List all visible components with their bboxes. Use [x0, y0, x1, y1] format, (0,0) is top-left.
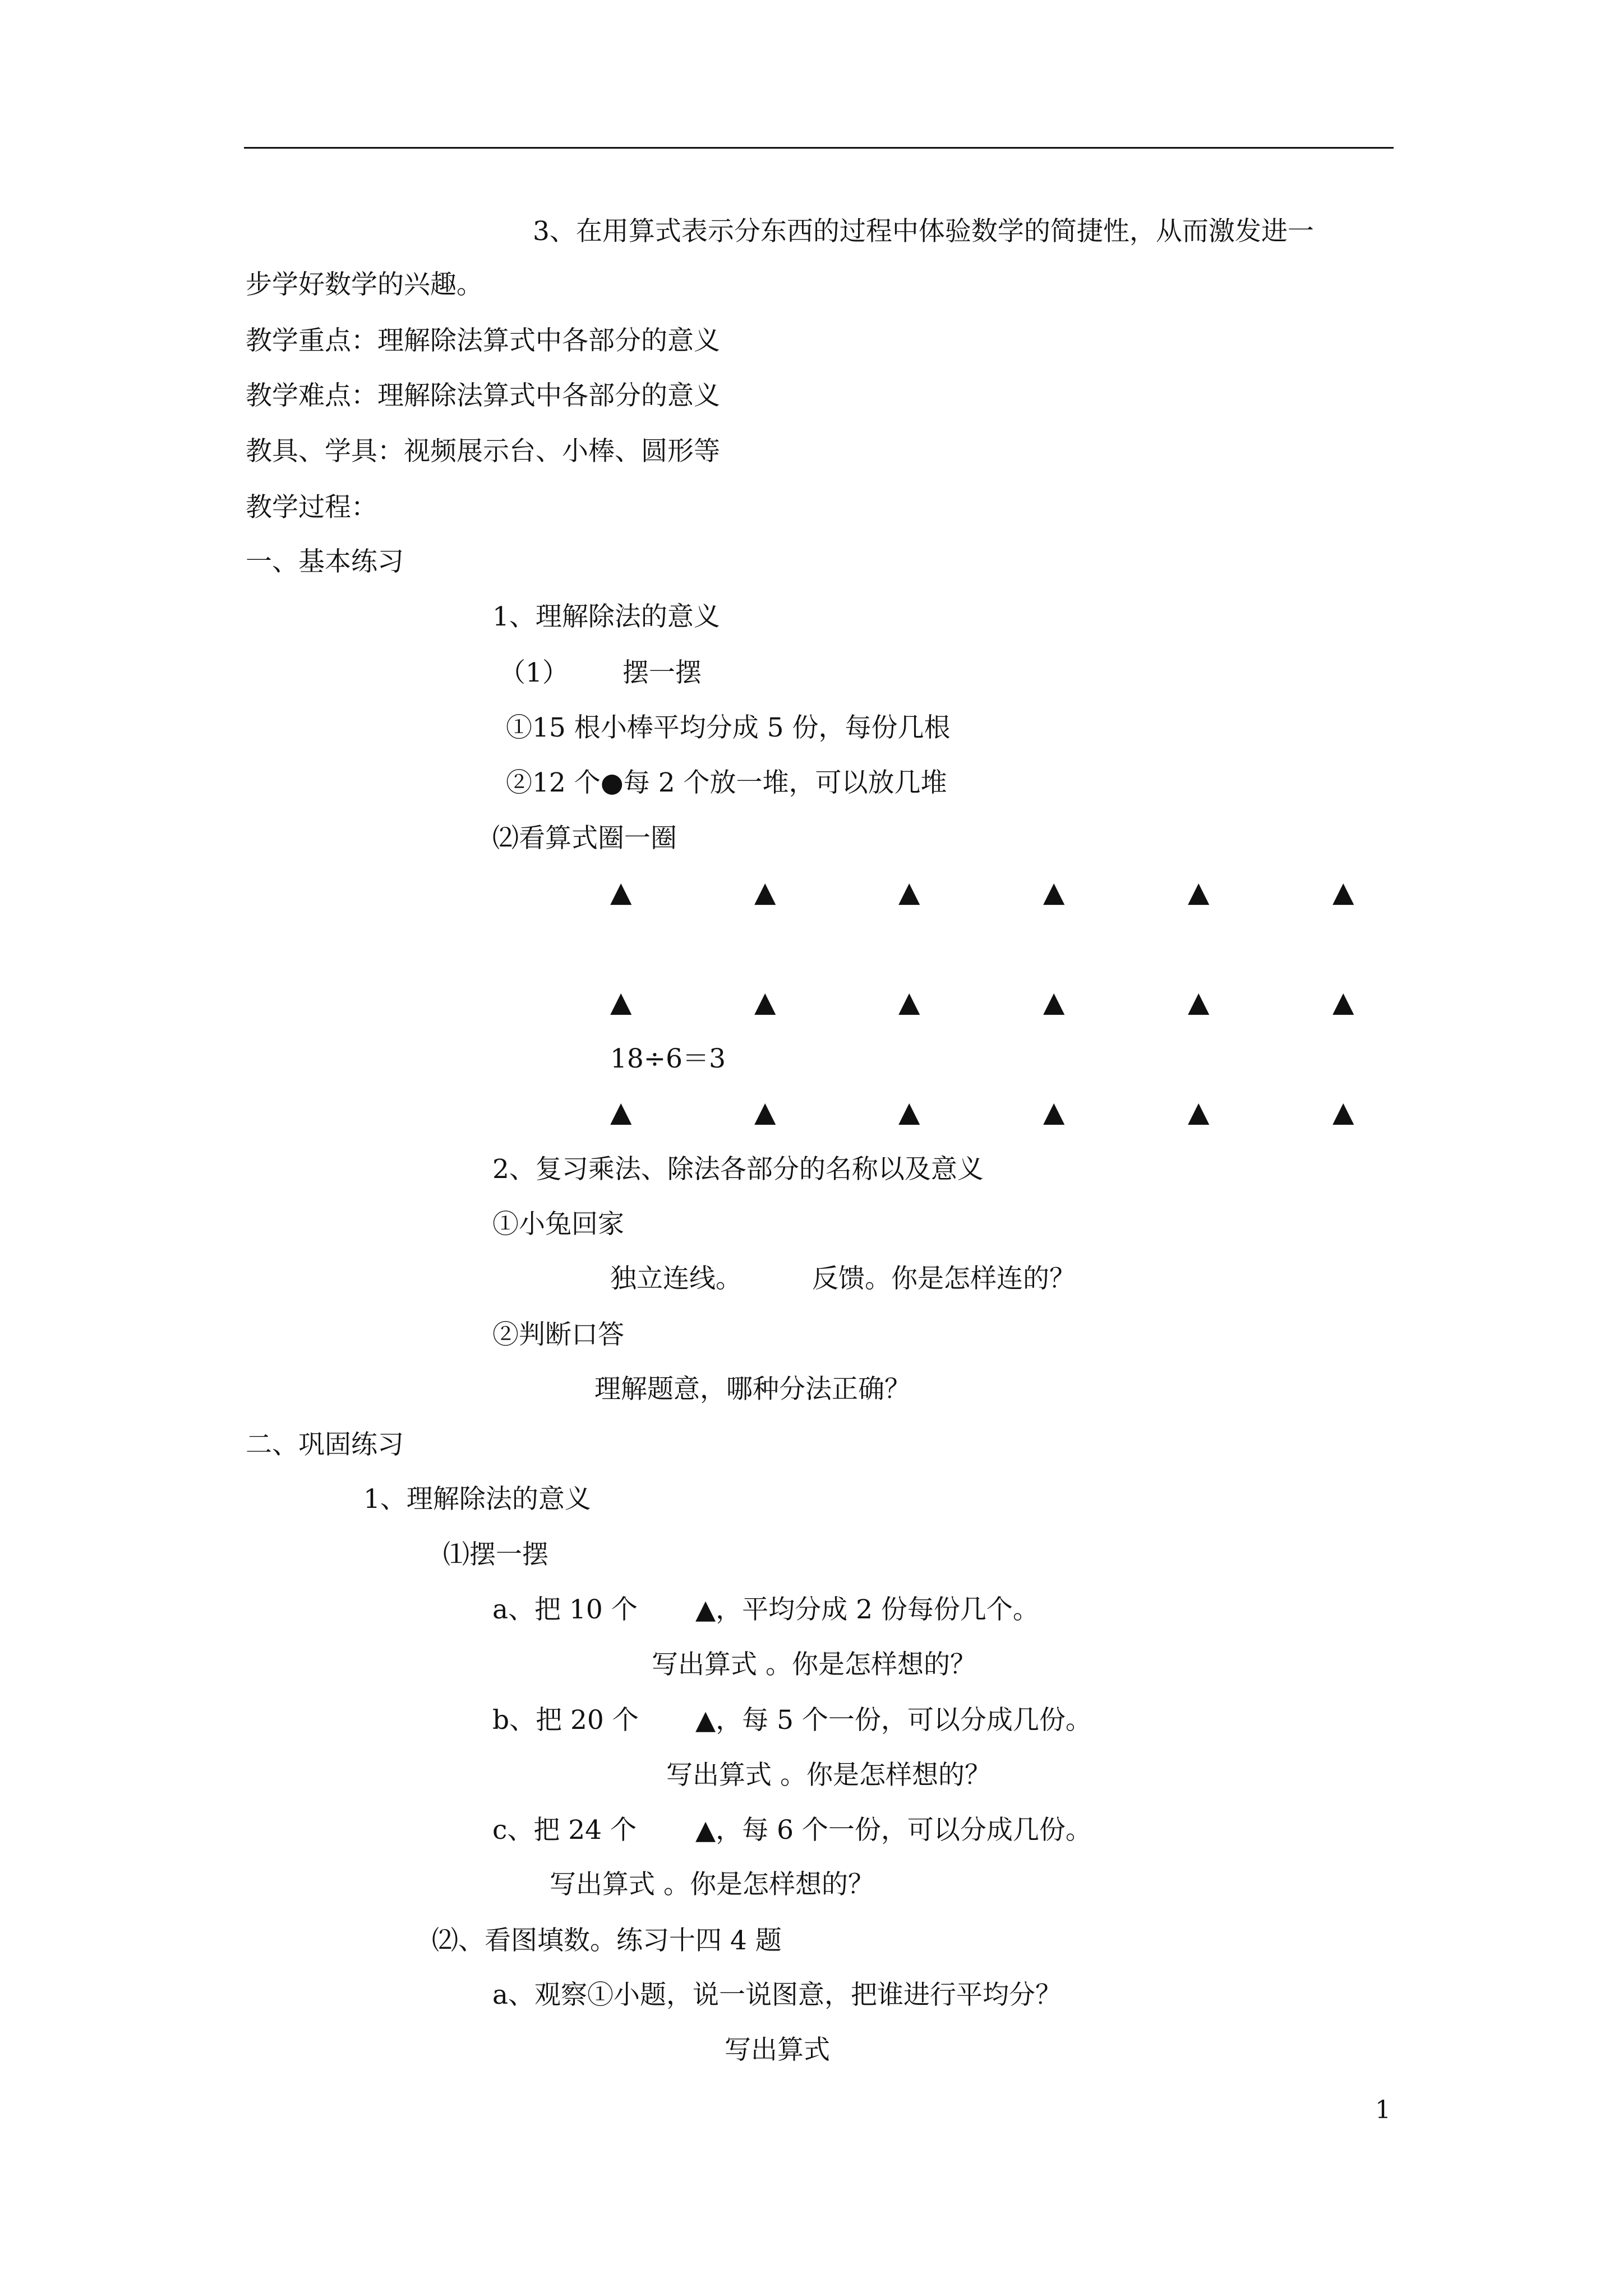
- feedback-question: 反馈。你是怎样连的？: [812, 1263, 1076, 1294]
- judge-answer: ②判断口答: [492, 1319, 624, 1350]
- triangle-mark: ▲: [1188, 876, 1210, 908]
- subitem-1-title: 摆一摆: [623, 657, 702, 688]
- teaching-process: 教学过程：: [246, 492, 377, 523]
- triangle-mark: ▲: [1188, 986, 1210, 1018]
- triangle-mark: ▲: [754, 986, 776, 1018]
- triangle-mark: ▲: [1188, 1096, 1210, 1128]
- rabbit-home: ①小兔回家: [492, 1209, 624, 1240]
- task-sticks: ①15 根小棒平均分成 5 份，每份几根: [506, 712, 951, 743]
- task-c-text: ▲，每 6 个一份，可以分成几份。: [695, 1815, 1092, 1846]
- triangle-mark: ▲: [898, 1096, 920, 1128]
- task-c-write: 写出算式 。你是怎样想的？: [550, 1869, 874, 1900]
- triangle-mark: ▲: [898, 986, 920, 1018]
- triangle-mark: ▲: [898, 876, 920, 908]
- header-rule: [244, 147, 1394, 149]
- consolidation-sub-1: ⑴摆一摆: [443, 1539, 548, 1570]
- task-a-write: 写出算式 。你是怎样想的？: [652, 1649, 976, 1680]
- subitem-1-label: （1）: [499, 657, 569, 688]
- triangle-mark: ▲: [1043, 986, 1065, 1018]
- item-1-heading: 1、理解除法的意义: [492, 601, 720, 632]
- task-b-write: 写出算式 。你是怎样想的？: [666, 1760, 991, 1791]
- triangle-mark: ▲: [610, 1096, 632, 1128]
- section-1-heading: 一、基本练习: [246, 546, 404, 577]
- write-equation: 写出算式: [725, 2035, 830, 2065]
- triangle-mark: ▲: [1332, 876, 1354, 908]
- task-b-label: b、把 20 个: [492, 1705, 639, 1736]
- task-dots: ②12 个●每 2 个放一堆，可以放几堆: [506, 767, 947, 798]
- task-c-label: c、把 24 个: [492, 1815, 637, 1846]
- objective-3-line1: 3、在用算式表示分东西的过程中体验数学的简捷性，从而激发进一: [533, 216, 1314, 247]
- division-equation: 18÷6＝3: [610, 1043, 726, 1074]
- consolidation-item-1: 1、理解除法的意义: [363, 1484, 591, 1515]
- section-2-heading: 二、巩固练习: [246, 1429, 404, 1460]
- connect-independently: 独立连线。: [610, 1263, 742, 1294]
- item-2-heading: 2、复习乘法、除法各部分的名称以及意义: [492, 1154, 984, 1185]
- triangle-mark: ▲: [754, 876, 776, 908]
- understand-question: 理解题意，哪种分法正确？: [594, 1374, 911, 1405]
- triangle-mark: ▲: [1043, 1096, 1065, 1128]
- triangle-mark: ▲: [610, 876, 632, 908]
- task-a-text: ▲，平均分成 2 份每份几个。: [695, 1594, 1039, 1625]
- triangle-mark: ▲: [754, 1096, 776, 1128]
- task-a-label: a、把 10 个: [492, 1594, 638, 1625]
- consolidation-sub-2: ⑵、看图填数。练习十四 4 题: [432, 1925, 782, 1956]
- objective-3-line2: 步学好数学的兴趣。: [246, 269, 483, 300]
- teaching-difficulty: 教学难点：理解除法算式中各部分的意义: [246, 380, 720, 411]
- page-number: 1: [1375, 2096, 1391, 2124]
- task-b-text: ▲，每 5 个一份，可以分成几份。: [695, 1705, 1092, 1736]
- subitem-2-title: ⑵看算式圈一圈: [492, 823, 677, 854]
- triangle-mark: ▲: [1332, 1096, 1354, 1128]
- teaching-focus: 教学重点：理解除法算式中各部分的意义: [246, 325, 720, 356]
- observe-task: a、观察①小题，说一说图意，把谁进行平均分？: [492, 1980, 1062, 2010]
- triangle-mark: ▲: [610, 986, 632, 1018]
- triangle-mark: ▲: [1332, 986, 1354, 1018]
- teaching-tools: 教具、学具：视频展示台、小棒、圆形等: [246, 436, 720, 467]
- triangle-mark: ▲: [1043, 876, 1065, 908]
